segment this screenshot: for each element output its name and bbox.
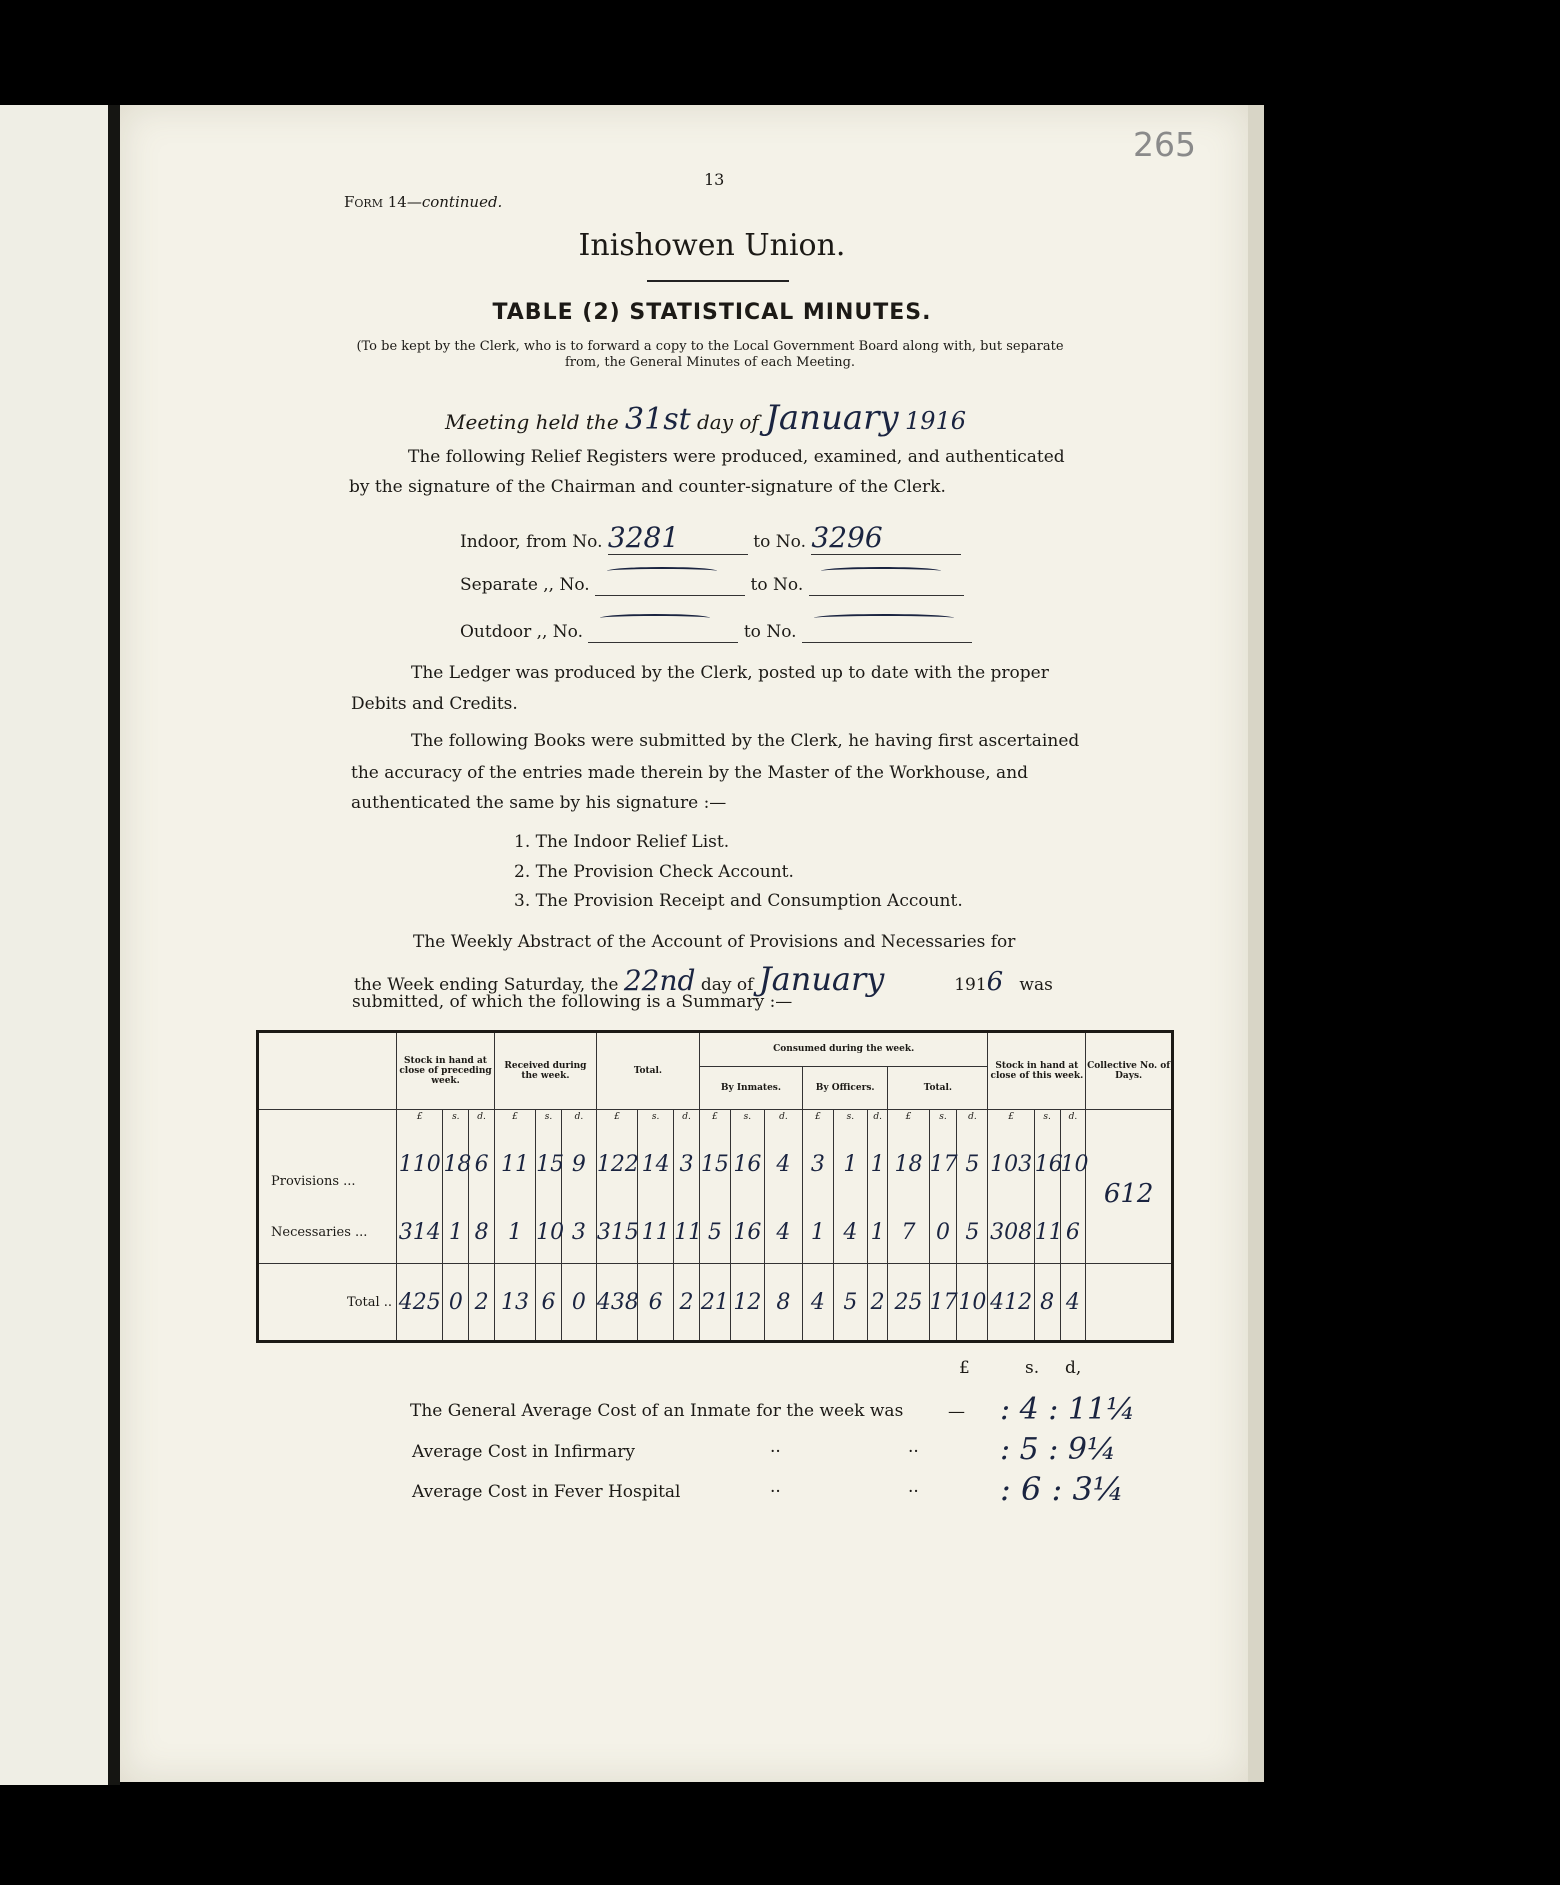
- header-by-officers: By Officers.: [802, 1066, 887, 1109]
- table-row-necessaries: Necessaries ... 314 1 8 1 10 3 315 11 11 5 16 4 1 4 1 7 0 5 308 11 6: [258, 1203, 1173, 1264]
- table-cell: 4: [764, 1203, 802, 1264]
- table-cell: 0: [443, 1264, 469, 1342]
- table-cell: 11: [1034, 1203, 1060, 1264]
- table-cell: 10: [957, 1264, 988, 1342]
- abstract-line-3: submitted, of which the following is a Summary :—: [352, 992, 793, 1012]
- unit-pence: d.: [957, 1109, 988, 1125]
- unit-pence: d.: [867, 1109, 888, 1125]
- facing-page: [0, 105, 108, 1785]
- table-cell: 1: [867, 1125, 888, 1203]
- table-cell: 4: [1060, 1264, 1086, 1342]
- table-cell: 2: [674, 1264, 700, 1342]
- cost-value-inmate: : 4 : 11¼: [1000, 1392, 1136, 1427]
- table-cell: 4: [764, 1125, 802, 1203]
- table-cell: 18: [888, 1125, 929, 1203]
- header-received: Received during the week.: [494, 1032, 596, 1110]
- book-gutter: [108, 105, 120, 1785]
- cost-label-inmate: The General Average Cost of an Inmate for the week was: [410, 1401, 904, 1421]
- table-cell: 308: [988, 1203, 1034, 1264]
- table-cell: 3: [802, 1125, 833, 1203]
- separate-label: Separate ,, No.: [460, 575, 590, 595]
- cost-label-fever-hospital: Average Cost in Fever Hospital: [412, 1482, 681, 1502]
- table-cell: 8: [469, 1203, 495, 1264]
- title-rule: [647, 280, 789, 282]
- abstract-week-text: the Week ending Saturday, the: [354, 975, 619, 995]
- table-cell: 6: [536, 1264, 562, 1342]
- cost-leader-dots: ··: [908, 1442, 919, 1462]
- cost-leader-dots: ··: [770, 1482, 781, 1502]
- table-cell: 10: [536, 1203, 562, 1264]
- abstract-year-prefix: 191: [954, 975, 987, 995]
- unit-shillings: s.: [638, 1109, 674, 1125]
- table-cell: 122: [596, 1125, 637, 1203]
- table-cell: 315: [596, 1203, 637, 1264]
- form-label: [344, 193, 502, 211]
- form-name: Form 14: [344, 193, 407, 211]
- indoor-to-label: to No.: [753, 532, 806, 552]
- table-cell: 1: [833, 1125, 867, 1203]
- table-cell: 6: [469, 1125, 495, 1203]
- table-cell: 1: [494, 1203, 535, 1264]
- table-cell: 17: [929, 1125, 957, 1203]
- unit-shillings: s.: [536, 1109, 562, 1125]
- table-cell: 16: [730, 1203, 764, 1264]
- page-title: TABLE (2) STATISTICAL MINUTES.: [492, 300, 932, 325]
- header-consumed-total: Total.: [888, 1066, 988, 1109]
- table-header-top: [258, 1032, 1173, 1067]
- outdoor-from: [588, 622, 738, 643]
- table-cell: 11: [494, 1125, 535, 1203]
- table-cell: 10: [1060, 1125, 1086, 1203]
- indoor-from: 3281: [608, 521, 748, 555]
- table-cell: 0: [929, 1203, 957, 1264]
- instruction-note: (To be kept by the Clerk, who is to forward a copy to the Local Government Board along with, but separate from, the General Minutes of each Meeting.: [356, 339, 1064, 370]
- separate-to-label: to No.: [750, 575, 804, 595]
- abstract-year-suffix: 6: [986, 967, 1004, 997]
- abstract-table: [256, 1030, 1174, 1343]
- table-cell: 5: [957, 1203, 988, 1264]
- table-cell: 2: [867, 1264, 888, 1342]
- registers-text-1: The following Relief Registers were produced, examined, and authenticated: [408, 447, 1065, 467]
- cost-leader-dots: ··: [770, 1442, 781, 1462]
- cost-value-fever-hospital: : 6 : 3¼: [1000, 1470, 1124, 1508]
- cost-dash: —: [948, 1402, 965, 1422]
- table-cell: 6: [638, 1264, 674, 1342]
- table-cell: 438: [596, 1264, 637, 1342]
- table-cell: 3: [561, 1203, 596, 1264]
- unit-shillings: s.: [443, 1109, 469, 1125]
- table-cell: 12: [730, 1264, 764, 1342]
- unit-pence: d.: [674, 1109, 700, 1125]
- table-cell: 6: [1060, 1203, 1086, 1264]
- table-cell: 5: [957, 1125, 988, 1203]
- header-blank: [258, 1032, 397, 1110]
- cost-leader-dots: ··: [908, 1482, 919, 1502]
- unit-pence: d.: [764, 1109, 802, 1125]
- row-label: Provisions: [271, 1173, 339, 1189]
- abstract-day-of: day of: [700, 975, 754, 995]
- table-cell: 1: [443, 1203, 469, 1264]
- separate-to: [809, 575, 964, 596]
- table-row-provisions: Provisions ... 110 18 6 11 15 9 122 14 3 15 16 4 3 1 1 18 17 5 103 16 10 612: [258, 1125, 1173, 1203]
- table-cell: 25: [888, 1264, 929, 1342]
- unit-pounds: £: [596, 1109, 637, 1125]
- row-label: Necessaries: [271, 1225, 351, 1241]
- unit-shillings: s.: [929, 1109, 957, 1125]
- table-cell: 9: [561, 1125, 596, 1203]
- table-cell: 16: [1034, 1125, 1060, 1203]
- abstract-line-1: The Weekly Abstract of the Account of Provisions and Necessaries for: [413, 932, 1016, 952]
- book-item: 3. The Provision Receipt and Consumption Account.: [514, 891, 963, 911]
- separate-register-row: [460, 575, 964, 596]
- outdoor-to-label: to No.: [743, 622, 797, 642]
- books-text-2: the accuracy of the entries made therein by the Master of the Workhouse, and: [351, 763, 1029, 783]
- row-label: Total: [347, 1294, 380, 1310]
- books-text-1: The following Books were submitted by the Clerk, he having first ascertained: [411, 731, 1080, 751]
- unit-row: [258, 1109, 1173, 1125]
- cost-value-infirmary: : 5 : 9¼: [1000, 1432, 1117, 1467]
- table-cell: 8: [764, 1264, 802, 1342]
- unit-pounds: £: [988, 1109, 1034, 1125]
- unit-shillings: s.: [1034, 1109, 1060, 1125]
- table-cell: 5: [833, 1264, 867, 1342]
- book-item: 2. The Provision Check Account.: [514, 862, 794, 882]
- outdoor-label: Outdoor ,, No.: [460, 622, 584, 642]
- ledger-text-2: Debits and Credits.: [351, 694, 518, 714]
- unit-pounds: £: [699, 1109, 730, 1125]
- table-cell: 314: [397, 1203, 443, 1264]
- header-by-inmates: By Inmates.: [699, 1066, 802, 1109]
- table-cell: 14: [638, 1125, 674, 1203]
- abstract-was: was: [1019, 975, 1053, 995]
- page-number: 13: [704, 170, 725, 189]
- separate-from: [595, 575, 745, 596]
- cost-unit-pence: d,: [1065, 1358, 1082, 1378]
- table-cell: 425: [397, 1264, 443, 1342]
- table-cell: 7: [888, 1203, 929, 1264]
- table-cell: 15: [536, 1125, 562, 1203]
- meeting-mid: day of: [697, 410, 759, 434]
- table-cell: 2: [469, 1264, 495, 1342]
- table-cell: 15: [699, 1125, 730, 1203]
- table-row-total: Total .. 425 0 2 13 6 0 438 6 2 21 12 8 4 5 2 25 17 10 412 8 4: [258, 1264, 1173, 1342]
- header-total: Total.: [596, 1032, 699, 1110]
- outdoor-register-row: [460, 622, 972, 643]
- table-cell: 21: [699, 1264, 730, 1342]
- table-cell: 110: [397, 1125, 443, 1203]
- unit-pence: d.: [561, 1109, 596, 1125]
- cost-unit-shillings: s.: [1025, 1358, 1040, 1378]
- unit-pence: d.: [1060, 1109, 1086, 1125]
- meeting-line: [445, 398, 966, 438]
- books-text-3: authenticated the same by his signature :—: [351, 793, 727, 813]
- form-continued: —continued.: [406, 193, 503, 211]
- indoor-label: Indoor, from No.: [460, 532, 603, 552]
- header-consumed: Consumed during the week.: [699, 1032, 987, 1067]
- unit-pence: d.: [469, 1109, 495, 1125]
- header-stock-close: Stock in hand at close of this week.: [988, 1032, 1086, 1110]
- table-cell: 103: [988, 1125, 1034, 1203]
- cost-unit-pounds: £: [959, 1358, 970, 1378]
- page-edge: [1248, 105, 1264, 1782]
- table-cell: 8: [1034, 1264, 1060, 1342]
- table-cell: 3: [674, 1125, 700, 1203]
- indoor-register-row: [460, 521, 961, 555]
- table-cell: 13: [494, 1264, 535, 1342]
- table-cell: 1: [802, 1203, 833, 1264]
- ledger-text-1: The Ledger was produced by the Clerk, posted up to date with the proper: [411, 663, 1049, 683]
- unit-pounds: £: [494, 1109, 535, 1125]
- outdoor-to: [802, 622, 972, 643]
- registers-text-2: by the signature of the Chairman and counter-signature of the Clerk.: [349, 477, 946, 497]
- collective-days: 612: [1086, 1125, 1173, 1263]
- header-collective: Collective No. of Days.: [1086, 1032, 1173, 1110]
- table-cell: 11: [674, 1203, 700, 1264]
- table-cell: 18: [443, 1125, 469, 1203]
- abstract-month: January: [758, 960, 885, 998]
- table-cell: 5: [699, 1203, 730, 1264]
- meeting-prefix: Meeting held the: [445, 410, 619, 434]
- unit-shillings: s.: [730, 1109, 764, 1125]
- folio-number: 265: [1133, 125, 1196, 164]
- unit-pounds: £: [802, 1109, 833, 1125]
- table-cell: 0: [561, 1264, 596, 1342]
- meeting-month: January: [765, 398, 899, 438]
- unit-pounds: £: [397, 1109, 443, 1125]
- unit-shillings: s.: [833, 1109, 867, 1125]
- table-cell: 16: [730, 1125, 764, 1203]
- book-item: 1. The Indoor Relief List.: [514, 832, 730, 852]
- table-cell: 4: [802, 1264, 833, 1342]
- table-cell: 4: [833, 1203, 867, 1264]
- abstract-day: 22nd: [623, 964, 696, 997]
- union-name: Inishowen Union.: [578, 228, 846, 263]
- header-stock-prev: Stock in hand at close of preceding week.: [397, 1032, 495, 1110]
- indoor-to: 3296: [811, 521, 961, 555]
- table-cell: 11: [638, 1203, 674, 1264]
- cost-label-infirmary: Average Cost in Infirmary: [412, 1442, 635, 1462]
- table-cell: 1: [867, 1203, 888, 1264]
- meeting-day: 31st: [625, 402, 691, 437]
- table-cell: 412: [988, 1264, 1034, 1342]
- unit-pounds: £: [888, 1109, 929, 1125]
- meeting-year: 1916: [904, 407, 967, 435]
- table-cell: 17: [929, 1264, 957, 1342]
